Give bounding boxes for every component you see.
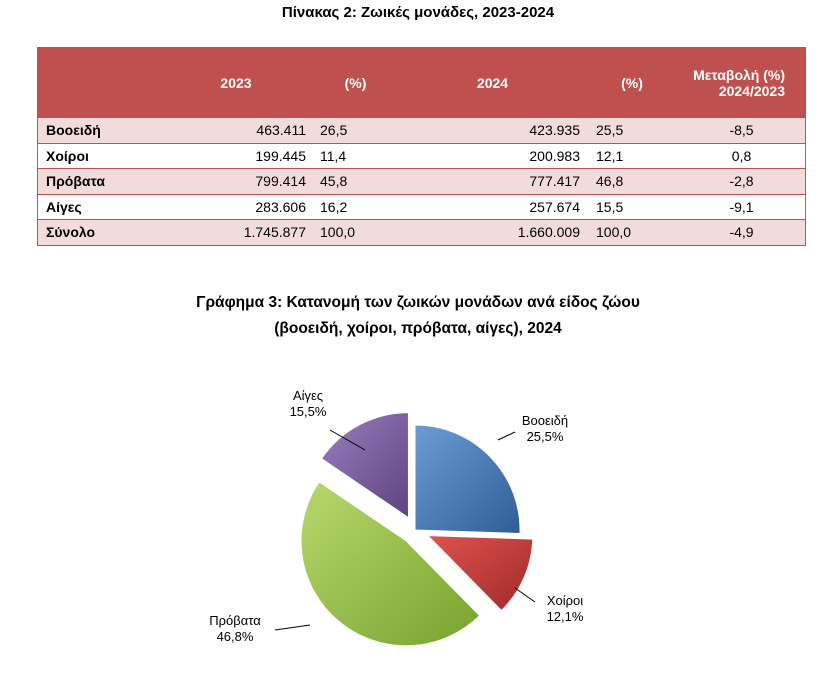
cell-pct-2023: 45,8 — [312, 169, 399, 195]
cell-2023: 1.745.877 — [160, 220, 312, 246]
leader-line — [275, 625, 310, 630]
cell-pct-2023: 11,4 — [312, 143, 399, 169]
cell-2023: 799.414 — [160, 169, 312, 195]
cell-2023: 199.445 — [160, 143, 312, 169]
cell-pct-2024: 100,0 — [586, 220, 678, 246]
leader-line — [515, 588, 535, 602]
table-row — [38, 194, 806, 220]
slice-label-name: Πρόβατα — [209, 613, 261, 628]
cell-2024: 777.417 — [399, 169, 586, 195]
header-2023: 2023 — [220, 74, 252, 91]
table-header-row — [38, 48, 806, 118]
cell-2024: 423.935 — [399, 118, 586, 144]
row-label: Βοοειδή — [38, 118, 161, 144]
cell-change: -2,8 — [678, 169, 806, 195]
cell-change: -4,9 — [678, 220, 806, 246]
slice-label-name: Αίγες — [292, 388, 324, 403]
slice-label-value: 15,5% — [289, 404, 327, 419]
row-label: Σύνολο — [38, 220, 161, 246]
cell-2023: 463.411 — [160, 118, 312, 144]
cell-change: -8,5 — [678, 118, 806, 144]
table-row — [38, 220, 806, 246]
table-row — [38, 118, 806, 144]
slice-label-value: 25,5% — [526, 429, 564, 444]
cell-2023: 283.606 — [160, 194, 312, 220]
cell-pct-2023: 100,0 — [312, 220, 399, 246]
cell-change: 0,8 — [678, 143, 806, 169]
cell-pct-2023: 26,5 — [312, 118, 399, 144]
cell-pct-2024: 25,5 — [586, 118, 678, 144]
table-row — [38, 169, 806, 195]
table-title: Πίνακας 2: Ζωικές μονάδες, 2023-2024 — [281, 4, 555, 21]
header-change-period: 2024/2023 — [718, 82, 785, 99]
row-label: Αίγες — [38, 194, 161, 220]
header-empty — [38, 48, 161, 118]
cell-pct-2024: 15,5 — [586, 194, 678, 220]
table-row — [38, 143, 806, 169]
cell-2024: 257.674 — [399, 194, 586, 220]
slice-label-name: Χοίροι — [546, 593, 584, 608]
cell-change: -9,1 — [678, 194, 806, 220]
header-change-label: Μεταβολή (%) — [693, 66, 785, 83]
chart-subtitle: (βοοειδή, χοίροι, πρόβατα, αίγες), 2024 — [274, 320, 562, 337]
livestock-units-table — [37, 47, 806, 246]
header-2024: 2024 — [476, 74, 509, 91]
slice-label-name: Βοοειδή — [521, 413, 569, 428]
header-change — [678, 48, 806, 118]
slice-label-value: 46,8% — [216, 629, 254, 644]
cell-pct-2023: 16,2 — [312, 194, 399, 220]
cell-2024: 1.660.009 — [399, 220, 586, 246]
pie-slice-1 — [415, 425, 520, 533]
header-pct-2023: (%) — [344, 74, 367, 91]
row-label: Χοίροι — [38, 143, 161, 169]
cell-pct-2024: 12,1 — [586, 143, 678, 169]
cell-pct-2024: 46,8 — [586, 169, 678, 195]
leader-line — [498, 432, 515, 440]
row-label: Πρόβατα — [38, 169, 161, 195]
cell-2024: 200.983 — [399, 143, 586, 169]
chart-title: Γράφημα 3: Κατανομή των ζωικών μονάδων ανά είδος ζώου — [196, 294, 640, 311]
slice-label-value: 12,1% — [546, 609, 584, 624]
pie-chart — [180, 380, 660, 670]
pie-slices — [301, 413, 533, 646]
header-pct-2024: (%) — [621, 74, 643, 91]
